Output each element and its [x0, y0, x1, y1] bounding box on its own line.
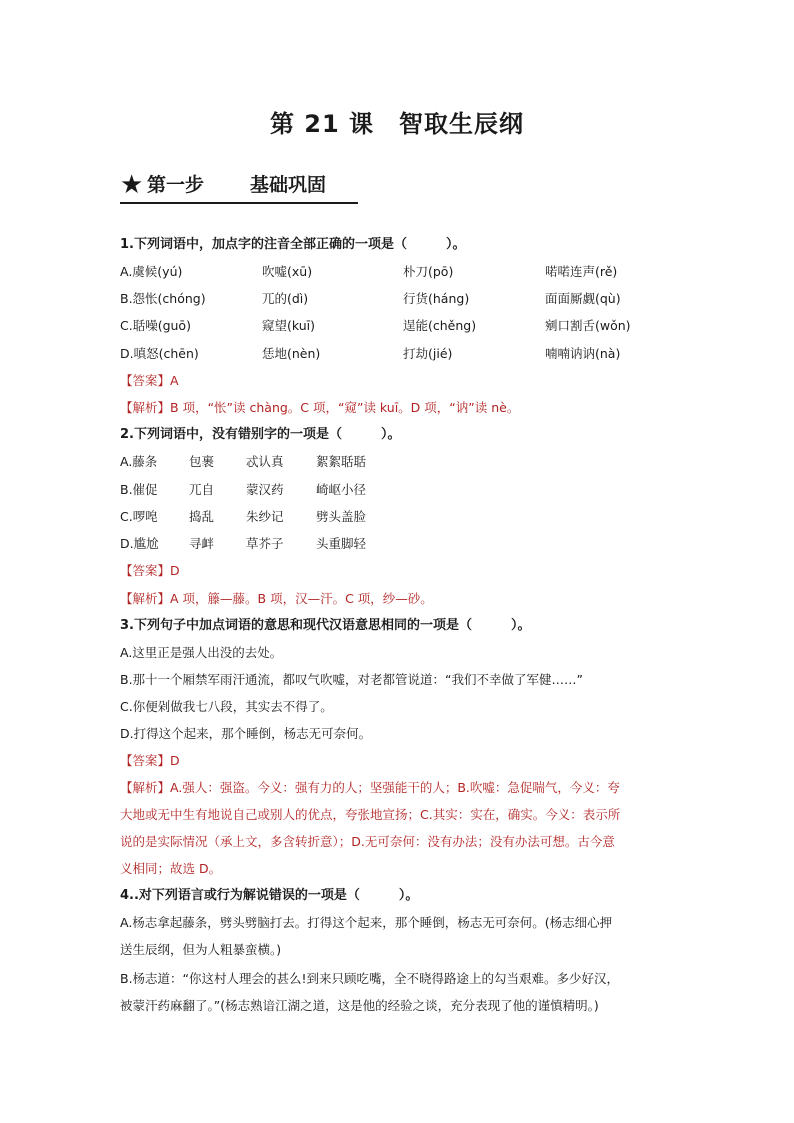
analysis-text: B 项，“怅”读 chàng。C 项，“窥”读 kuī。D 项，“讷”读 nè。 [170, 400, 520, 415]
question-1-answer [120, 372, 179, 390]
question-3-option-b: B.那十一个厢禁军雨汗通流，都叹气吹嘘，对老都管说道：“我们不幸做了军健……” [120, 672, 584, 687]
question-3-analysis-line-1 [120, 779, 620, 797]
analysis-label: 【解析】 [120, 400, 171, 415]
option-cell: 兀的(dì) [262, 291, 309, 306]
question-1-analysis [120, 399, 519, 417]
analysis-label: 【解析】 [120, 591, 171, 606]
star-icon: ★ [120, 170, 144, 200]
option-cell: 草芥子 [246, 536, 284, 551]
answer-label: 【答案】 [120, 563, 171, 578]
question-4-option-b-line-1: B.杨志道：“你这村人理会的甚么!到来只顾吃嘴，全不晓得路途上的勾当艰难。多少好汉， [120, 971, 620, 986]
question-4-option-a-line-2: 送生辰纲，但为人粗暴蛮横。) [120, 942, 282, 957]
question-4-option-a-line-1: A.杨志拿起藤条，劈头劈脑打去。打得这个起来，那个睡倒，杨志无可奈何。(杨志细心押 [120, 915, 613, 930]
option-cell: 剜口割舌(wǒn) [545, 318, 631, 333]
option-cell: 逞能(chěng) [403, 318, 477, 333]
question-3-option-d: D.打得这个起来，那个睡倒，杨志无可奈何。 [120, 726, 372, 741]
question-3-answer [120, 752, 180, 770]
section-name: 基础巩固 [250, 174, 327, 196]
question-3-option-a: A.这里正是强人出没的去处。 [120, 645, 283, 660]
analysis-text: A.强人：强盗。今义：强有力的人；坚强能干的人；B.吹嘘：急促喘气，今义：夸 [170, 780, 620, 795]
option-cell: 寻衅 [189, 536, 215, 551]
option-cell: B.怨怅(chóng) [120, 291, 206, 306]
option-cell: C.聒噪(guō) [120, 318, 191, 333]
option-cell: 崎岖小径 [316, 482, 367, 497]
question-2-stem: 2.下列词语中，没有错别字的一项是（ ）。 [120, 427, 401, 442]
option-cell: 忒认真 [246, 454, 284, 469]
option-cell: 窥望(kuī) [262, 318, 316, 333]
question-3-stem: 3.下列句子中加点词语的意思和现代汉语意思相同的一项是（ ）。 [120, 618, 531, 633]
option-cell: 恁地(nèn) [262, 346, 321, 361]
option-cell: 头重脚轻 [316, 536, 367, 551]
analysis-label: 【解析】 [120, 780, 171, 795]
option-cell: 朱纱记 [246, 509, 284, 524]
answer-label: 【答案】 [120, 373, 171, 388]
question-4-stem: 4..对下列语言或行为解说错误的一项是（ ）。 [120, 888, 419, 903]
option-cell: 吹嘘(xū) [262, 264, 313, 279]
answer-value: D [170, 753, 180, 768]
question-2-answer [120, 562, 180, 580]
option-cell: C.啰唣 [120, 509, 158, 524]
option-cell: B.催促 [120, 482, 158, 497]
option-cell: 行货(háng) [403, 291, 470, 306]
option-cell: 喃喃讷讷(nà) [545, 346, 621, 361]
analysis-text: A 项，籐—藤。B 项，汉—汗。C 项，纱—砂。 [170, 591, 433, 606]
question-3-analysis-line-2: 大地或无中生有地说自己或别人的优点，夸张地宣扬；C.其实：实在，确实。今义：表示所 [120, 807, 621, 822]
option-cell: 打劫(jié) [403, 346, 453, 361]
option-cell: A.藤条 [120, 454, 158, 469]
question-4-option-b-line-2: 被蒙汗药麻翻了。”(杨志熟谙江湖之道，这是他的经验之谈，充分表现了他的谨慎精明。) [120, 998, 599, 1013]
option-cell: D.尴尬 [120, 536, 159, 551]
option-cell: 包裹 [189, 454, 215, 469]
question-1-stem: 1.下列词语中，加点字的注音全部正确的一项是（ ）。 [120, 237, 466, 252]
section-header [120, 170, 358, 204]
option-cell: 捣乱 [189, 509, 215, 524]
question-3-analysis-line-3: 说的是实际情况（承上文，多含转折意）；D.无可奈何：没有办法；没有办法可想。古今意 [120, 834, 615, 849]
option-cell: 喏喏连声(rě) [545, 264, 618, 279]
question-3-option-c: C.你便剁做我七八段，其实去不得了。 [120, 699, 333, 714]
lesson-title: 第 21 课 智取生辰纲 [269, 110, 525, 138]
option-cell: D.嗔怒(chēn) [120, 346, 199, 361]
question-2-analysis [120, 590, 433, 608]
option-cell: A.虞候(yú) [120, 264, 183, 279]
option-cell: 朴刀(pō) [403, 264, 454, 279]
answer-label: 【答案】 [120, 753, 171, 768]
answer-value: D [170, 563, 180, 578]
section-step: 第一步 [147, 174, 205, 196]
question-3-analysis-line-4: 义相同；故选 D。 [120, 861, 222, 876]
option-cell: 劈头盖脸 [316, 509, 367, 524]
option-cell: 蒙汉药 [246, 482, 284, 497]
option-cell: 面面厮觑(qù) [545, 291, 621, 306]
option-cell: 絮絮聒聒 [316, 454, 367, 469]
answer-value: A [170, 373, 179, 388]
option-cell: 兀自 [189, 482, 215, 497]
